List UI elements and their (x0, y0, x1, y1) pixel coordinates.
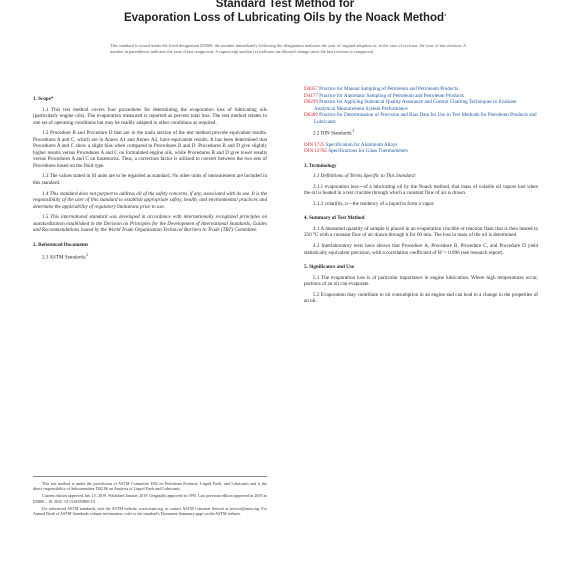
section-heading-terminology: 3. Terminology (304, 162, 337, 169)
document-title-line2 (0, 9, 570, 24)
reference-code[interactable]: DIN 1725 (304, 141, 325, 148)
section-heading-scope: 1. Scope* (33, 96, 54, 102)
reference-item[interactable] (304, 112, 538, 125)
paragraph-5-2: 5.2 Evaporation may contribute to oil consumption in an engine and can lead to a change in the properties of an oil. (304, 291, 538, 305)
reference-title[interactable]: Practice for Determination of Precision and Bias Data for Use in Test Methods for Petroleum Products and Lubricants (314, 112, 537, 125)
footnote-mark-2: 2 (86, 253, 89, 258)
title-footnote-mark: 1 (444, 13, 447, 17)
reference-title[interactable]: Specifications for Glass Thermometers (328, 148, 408, 155)
paragraph-1-5: 1.5 This international standard was developed in accordance with internationally recognized principles on standardization established in the Decision on Principles for the Development of International Standards, Guides and Recommendations issued by the World Trade Organization Technical Barriers to Trade (TBT) Committee. (33, 214, 267, 234)
title-text-1: Standard Test Method for (215, 0, 355, 10)
reference-item[interactable] (304, 99, 538, 112)
section-heading-significance: 5. Significance and Use (304, 264, 355, 271)
reference-item[interactable] (304, 148, 538, 155)
paragraph-4-1: 4.1 A measured quantity of sample is placed in an evaporation crucible or reaction flask that is then heated to 250 °C with a constant flow of air drawn through it for 60 min. The loss in mass of the oil is determined. (304, 225, 538, 239)
footnote-1: This test method is under the jurisdiction of ASTM Committee D02 on Petroleum Products, Liquid Fuels, and Lubricants and is the direct responsibility of Subcommittee D02.06 on Analysis of Liquid Fuels and Lubricants. (33, 481, 267, 492)
reference-code[interactable]: D6300 (304, 112, 318, 119)
paragraph-3-1: 3.1 Definitions of Terms Specific to This Standard: (313, 173, 417, 180)
paragraph-5-1: 5.1 The evaporation loss is of particular importance in engine lubrication. Where high temperatures occur, portions of an oil can evaporate. (304, 274, 538, 288)
reference-title[interactable]: Specification for Aluminum Alloys (325, 141, 398, 148)
paragraph-3-1-2: 3.1.2 volatility, n—the tendency of a liquid to form a vapor. (313, 200, 435, 207)
paragraph-1-1: 1.1 This test method covers four procedures for determining the evaporation loss of lubricating oils (particularly engine oils). The evaporation measured is reported as percent total loss. The test method relates to one set of operating conditions but may be readily adapted to other conditions as required. (33, 106, 267, 126)
title-text-2: Evaporation Loss of Lubricating Oils by the Noack Method (123, 11, 445, 24)
section-heading-referenced-documents: 2. Referenced Documents (33, 241, 89, 248)
footnote-1-edition: Current edition approved Jan. 15, 2019. Published January 2019. Originally approved in 1995. Last previous edition approved in 2018 as D5800 – 18. DOI: 10.1520/D5800-19. (33, 493, 267, 504)
left-column (33, 96, 267, 266)
din-standards-label: 2.2 DIN Standards: (313, 130, 353, 137)
paragraph-4-2: 4.2 Interlaboratory tests have shown that Procedure A, Procedure B, Procedure C, and Procedure D yield statistically equivalent precision, with a correlation coefficient of R² = 0.996 (see research report). (304, 242, 538, 256)
reference-code[interactable]: D4057 (304, 86, 318, 92)
reference-code[interactable]: DIN 12785 (304, 148, 328, 155)
paragraph-1-3: 1.3 The values stated in SI units are to be regarded as standard. No other units of measurement are included in this standard. (33, 173, 267, 187)
footnotes (33, 476, 267, 518)
designation-note: This standard is issued under the fixed designation D5800; the number immediately following the designation indicates the year of original adoption or, in the case of revision, the year of last revision. A number in parentheses indicates the year of last reapproval. A superscript epsilon (ε) indicates an editorial change since the last revision or reapproval. (110, 43, 466, 54)
footnote-mark-3: 3 (352, 129, 355, 134)
reference-title[interactable]: Practice for Automatic Sampling of Petroleum and Petroleum Products (319, 92, 464, 99)
paragraph-1-4: 1.4 This standard does not purport to address all of the safety concerns, if any, associated with its use. It is the responsibility of the user of this standard to establish appropriate safety, health, and environmental practices and determine the applicability of regulatory limitations prior to use. (33, 190, 268, 210)
paragraph-2-1 (33, 252, 267, 261)
footnote-2: For referenced ASTM standards, visit the ASTM website, www.astm.org, or contact ASTM Customer Service at service@astm.org. For Annual Book of ASTM Standards volume information, refer to the standard's Document Summary page on the ASTM website. (33, 505, 267, 517)
reference-title[interactable]: Practice for Manual Sampling of Petroleum and Petroleum Products (319, 86, 459, 92)
reference-code[interactable]: D4177 (304, 92, 318, 99)
section-heading-summary: 4. Summary of Test Method (304, 215, 365, 222)
paragraph-1-2: 1.2 Procedure B and Procedure D that are in the main section of the test method provide equivalent results. Procedures A and C, which are in Annex A1 and Annex A2, have equivalent results. It has been determined that Procedures A and C show a slight bias when compared to Procedures B and D. Procedures B and D give slightly higher results versus Procedures A and C on formulated engine oils, while Procedures B and D give lower results versus Procedures A and C on basestocks. Thus, a correction factor is utilized to convert between the two sets of Procedures based on the fluid type. (33, 130, 267, 169)
paragraph-2-2 (304, 128, 538, 137)
right-column (304, 86, 538, 309)
paragraph-3-1-1: 3.1.1 evaporation loss—of a lubricating oil by the Noack method, that mass of volatile oil vapors lost when the oil is heated in a test crucible through which a constant flow of air is drawn. (304, 183, 538, 197)
astm-standards-label: 2.1 ASTM Standards: (42, 255, 87, 262)
reference-title[interactable]: Practice for Applying Statistical Quality Assurance and Control Charting Techniques to Evaluate Analytical Measurement System Performance (314, 99, 517, 112)
reference-code[interactable]: D6299 (304, 99, 318, 106)
